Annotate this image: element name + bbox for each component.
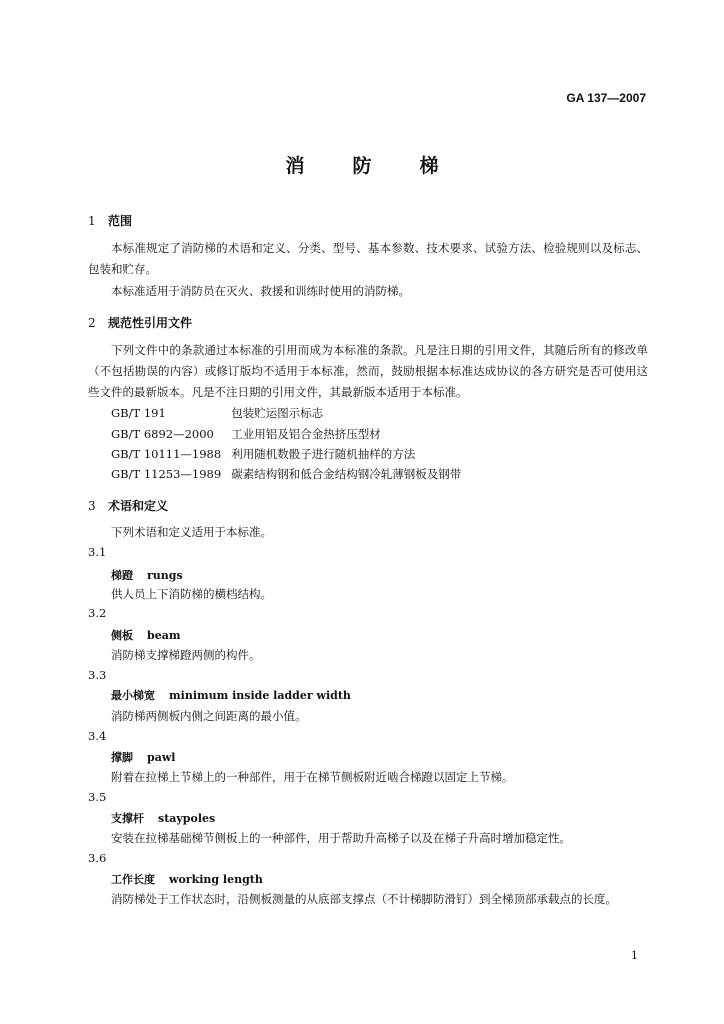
paragraph: 下列文件中的条款通过本标准的引用而成为本标准的条款。凡是注日期的引用文件，其随后所有的修改单（不包括勘误的内容）或修订版均不适用于本标准，然而，鼓励根据本标准达成协议的各方研究是否可使用这些文件的最新版本。凡是不注日期的引用文件，其最新版本适用于本标准。	[88, 343, 648, 399]
clause-number: 3.2	[88, 606, 107, 620]
reference-code: GB/T 11253—1989	[111, 467, 222, 481]
section-title: 规范性引用文件	[108, 316, 193, 330]
reference-code: GB/T 191	[111, 406, 166, 420]
section-1-heading	[88, 212, 132, 229]
clause-number: 3.6	[88, 851, 107, 865]
term-zh: 支撑杆	[111, 812, 144, 825]
reference-item	[111, 426, 381, 442]
clause-number: 3.1	[88, 545, 107, 559]
term-en: staypoles	[158, 812, 216, 825]
clause-number: 3.3	[88, 668, 107, 682]
term-definition: 供人员上下消防梯的横档结构。	[111, 587, 272, 601]
reference-item	[111, 446, 415, 462]
paragraph: 下列术语和定义适用于本标准。	[111, 525, 272, 539]
term-definition: 消防梯两侧板内侧之间距离的最小值。	[111, 709, 307, 723]
term-heading	[111, 871, 263, 887]
term-heading	[111, 567, 183, 583]
document-title: 消防梯	[285, 155, 487, 177]
term-heading	[111, 627, 180, 643]
term-en: working length	[169, 873, 263, 886]
section-number: 3	[88, 499, 96, 513]
clause-number: 3.5	[88, 790, 107, 804]
term-heading	[111, 810, 215, 826]
term-en: pawl	[147, 751, 176, 764]
standard-number: GA 137—2007	[566, 91, 646, 105]
term-zh: 侧板	[111, 629, 133, 642]
section-3-heading	[88, 497, 168, 514]
paragraph: 本标准适用于消防员在灭火、救援和训练时使用的消防梯。	[111, 284, 410, 298]
term-definition: 消防梯处于工作状态时，沿侧板测量的从底部支撑点（不计梯脚防滑钉）到全梯顶部承载点的长度。	[111, 892, 617, 906]
term-zh: 最小梯宽	[111, 689, 155, 702]
term-definition: 消防梯支撑梯蹬两侧的构件。	[111, 648, 261, 662]
page-number: 1	[631, 949, 638, 962]
reference-name: 利用随机数骰子进行随机抽样的方法	[231, 447, 416, 461]
reference-code: GB/T 10111—1988	[111, 447, 222, 461]
term-zh: 撑脚	[111, 751, 133, 764]
term-definition: 安装在拉梯基础梯节侧板上的一种部件，用于帮助升高梯子以及在梯子升高时增加稳定性。	[111, 831, 571, 845]
section-number: 1	[88, 214, 96, 228]
term-heading	[111, 687, 351, 703]
term-definition: 附着在拉梯上节梯上的一种部件，用于在梯节侧板附近啮合梯蹬以固定上节梯。	[111, 770, 514, 784]
term-zh: 工作长度	[111, 873, 155, 886]
term-en: beam	[147, 629, 181, 642]
clause-number: 3.4	[88, 729, 107, 743]
term-en: rungs	[147, 569, 183, 582]
paragraph: 本标准规定了消防梯的术语和定义、分类、型号、基本参数、技术要求、试验方法、检验规则以及标志、包装和贮存。	[88, 241, 648, 276]
section-title: 范围	[108, 214, 133, 228]
reference-name: 工业用铝及铝合金热挤压型材	[231, 427, 381, 441]
section-title: 术语和定义	[108, 499, 169, 513]
term-zh: 梯蹬	[111, 569, 133, 582]
term-heading	[111, 749, 175, 765]
reference-item	[111, 466, 461, 482]
reference-name: 包装贮运图示标志	[231, 406, 324, 420]
reference-code: GB/T 6892—2000	[111, 427, 214, 441]
section-number: 2	[88, 316, 96, 330]
section-2-heading	[88, 314, 192, 331]
reference-name: 碳素结构钢和低合金结构钢冷轧薄钢板及钢带	[231, 467, 462, 481]
reference-item	[111, 405, 323, 421]
term-en: minimum inside ladder width	[169, 689, 351, 702]
